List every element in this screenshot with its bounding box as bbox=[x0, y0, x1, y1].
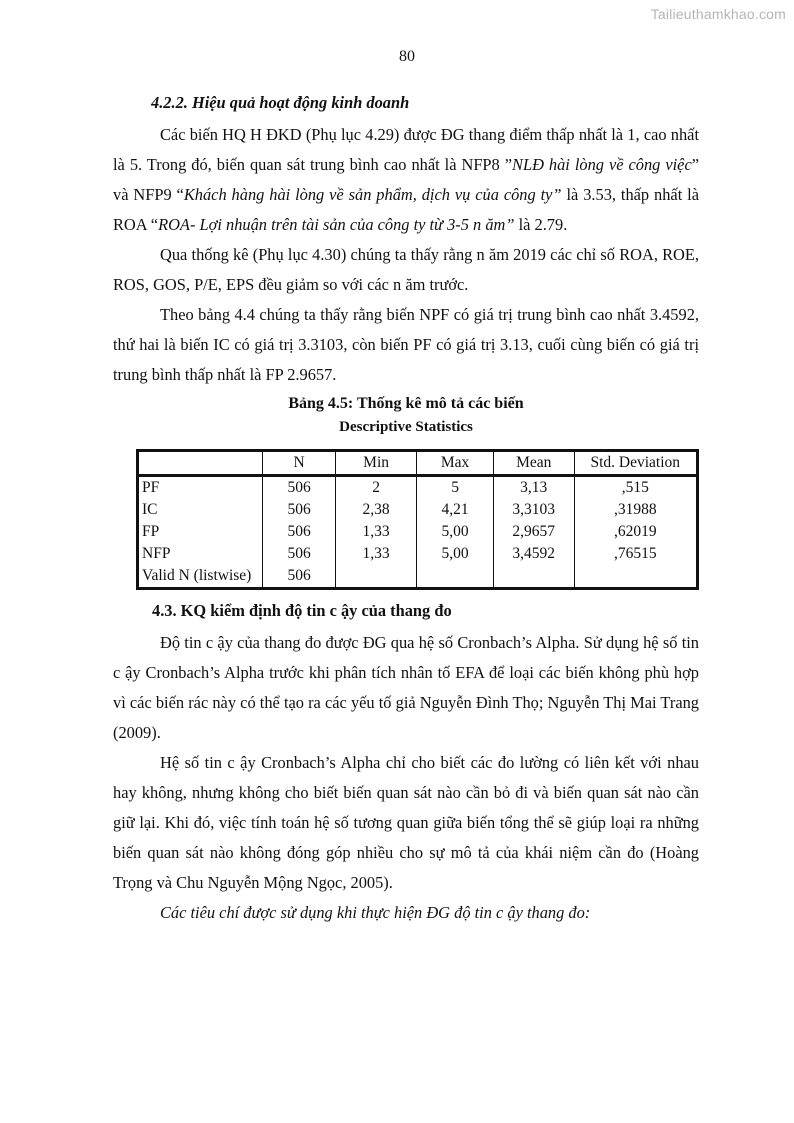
cell-min bbox=[335, 565, 416, 589]
cell-max: 5 bbox=[417, 476, 494, 500]
paragraph-hqhdkd-variables bbox=[113, 120, 699, 240]
table-row bbox=[138, 521, 698, 543]
header-cell-max: Max bbox=[417, 451, 494, 476]
header-cell-min: Min bbox=[335, 451, 416, 476]
cell-max: 4,21 bbox=[417, 499, 494, 521]
table-caption: Bảng 4.5: Thống kê mô tả các biến bbox=[288, 395, 524, 412]
para-text: là 2.79. bbox=[514, 215, 568, 234]
descriptive-statistics-table bbox=[136, 449, 699, 590]
cell-mean: 3,4592 bbox=[493, 543, 574, 565]
paragraph-cronbach-limits: Hệ số tin c ậy Cronbach’s Alpha chỉ cho biết các đo lường có liên kết với nhau hay không, nhưng không cho biết biến quan sát nào cần bỏ đi và biến quan sát nào cần giữ lại. Khi đó, việc tính toán hệ số tương quan giữa biến tổng thể sẽ giúp loại ra những biến quan sát nào không đóng góp nhiều cho sự mô tả của khái niệm cần đo (Hoàng Trọng và Chu Nguyễn Mộng Ngọc, 2005). bbox=[113, 753, 699, 892]
cell-n: 506 bbox=[263, 543, 336, 565]
para-quote: ROA- Lợi nhuận trên tài sản của công ty từ 3-5 n ăm” bbox=[158, 215, 515, 234]
cell-mean: 2,9657 bbox=[493, 521, 574, 543]
cell-min: 2,38 bbox=[335, 499, 416, 521]
cell-std-deviation: ,76515 bbox=[574, 543, 697, 565]
row-label: Valid N (listwise) bbox=[142, 567, 252, 584]
header-cell-label bbox=[138, 451, 263, 476]
para-quote: NLĐ hài lòng về công việc bbox=[512, 155, 692, 174]
paragraph-criteria-intro: Các tiêu chí được sử dụng khi thực hiện ĐG độ tin c ậy thang đo: bbox=[160, 903, 591, 922]
header-cell-n: N bbox=[263, 451, 336, 476]
para-quote: Khách hàng hài lòng về sản phẩm, dịch vụ của công ty” bbox=[183, 185, 562, 204]
cell-std-deviation: ,31988 bbox=[574, 499, 697, 521]
cell-std-deviation: ,62019 bbox=[574, 521, 697, 543]
section-heading-4-3: 4.3. KQ kiểm định độ tin c ậy của thang đo bbox=[152, 601, 452, 620]
row-label: IC bbox=[142, 501, 158, 518]
cell-n: 506 bbox=[263, 565, 336, 589]
row-label: PF bbox=[142, 479, 160, 496]
table-subcaption: Descriptive Statistics bbox=[339, 419, 473, 435]
section-heading-4-2-2: 4.2.2. Hiệu quả hoạt động kinh doanh bbox=[151, 93, 410, 112]
header-cell-std-deviation: Std. Deviation bbox=[574, 451, 697, 476]
cell-std-deviation bbox=[574, 565, 697, 589]
table-header-row bbox=[138, 451, 698, 476]
cell-std-deviation: ,515 bbox=[574, 476, 697, 500]
para-text: Các biến HQ H ĐKD (Phụ lục 4.29) được ĐG thang điểm thấp nhất là 1, cao nhất là 5. Trong đó, biến quan sát trung bình cao nhất là NFP8 ” bbox=[113, 125, 699, 174]
cell-min: 2 bbox=[335, 476, 416, 500]
table-row bbox=[138, 565, 698, 589]
paragraph-statistics-2019: Qua thống kê (Phụ lục 4.30) chúng ta thấy rằng n ăm 2019 các chỉ số ROA, ROE, ROS, GOS, P/E, EPS đều giảm so với các n ăm trước. bbox=[113, 245, 699, 294]
document-body bbox=[113, 88, 699, 928]
table-row bbox=[138, 543, 698, 565]
cell-max bbox=[417, 565, 494, 589]
table-row bbox=[138, 499, 698, 521]
watermark: Tailieuthamkhao.com bbox=[650, 6, 786, 22]
cell-mean: 3,13 bbox=[493, 476, 574, 500]
cell-n: 506 bbox=[263, 476, 336, 500]
cell-mean bbox=[493, 565, 574, 589]
para-text: ” và NFP9 “ bbox=[113, 155, 700, 204]
cell-n: 506 bbox=[263, 521, 336, 543]
cell-mean: 3,3103 bbox=[493, 499, 574, 521]
cell-min: 1,33 bbox=[335, 521, 416, 543]
table-row bbox=[138, 476, 698, 500]
row-label: NFP bbox=[142, 545, 171, 562]
page-number: 80 bbox=[399, 48, 415, 65]
para-text: là 3.53, thấp nhất là ROA “ bbox=[113, 185, 699, 234]
cell-max: 5,00 bbox=[417, 521, 494, 543]
cell-n: 506 bbox=[263, 499, 336, 521]
cell-max: 5,00 bbox=[417, 543, 494, 565]
paragraph-cronbach-intro: Độ tin c ậy của thang đo được ĐG qua hệ số Cronbach’s Alpha. Sử dụng hệ số tin c ậy Cronbach’s Alpha trước khi phân tích nhân tố EFA để loại các biến không phù hợp vì các biến rác này có thể tạo ra các yếu tố giả Nguyễn Đình Thọ; Nguyễn Thị Mai Trang (2009). bbox=[113, 633, 699, 742]
row-label: FP bbox=[142, 523, 160, 540]
paragraph-table-4-4-summary: Theo bảng 4.4 chúng ta thấy rằng biến NPF có giá trị trung bình cao nhất 3.4592, thứ hai là biến IC có giá trị 3.3103, còn biến PF có giá trị 3.13, cuối cùng biến có giá trị trung bình thấp nhất là FP 2.9657. bbox=[113, 305, 699, 384]
cell-min: 1,33 bbox=[335, 543, 416, 565]
header-cell-mean: Mean bbox=[493, 451, 574, 476]
